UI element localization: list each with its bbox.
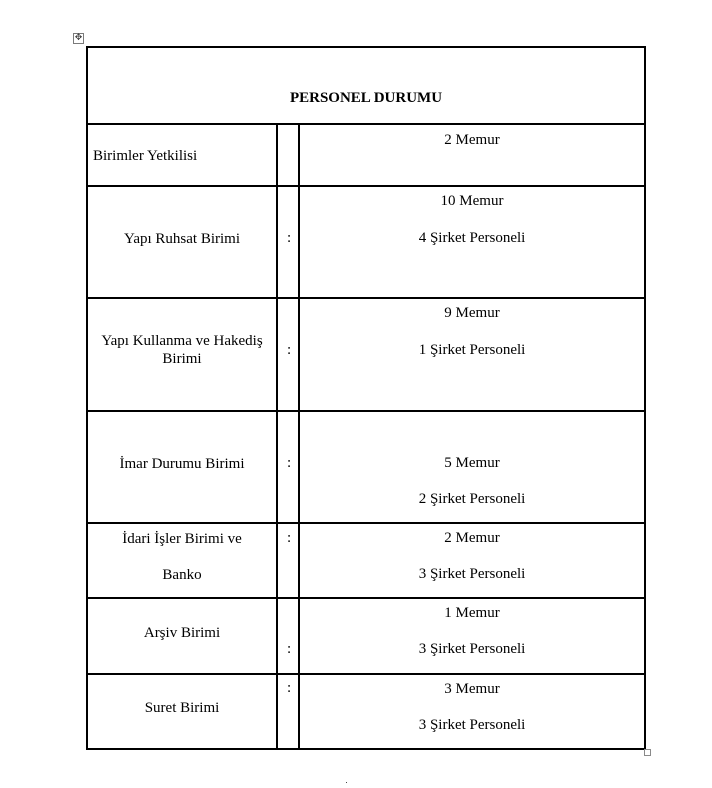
value-cell [299, 298, 645, 411]
unit-cell [87, 523, 277, 598]
value-line: 3 Şirket Personeli [418, 641, 526, 657]
personnel-table [86, 46, 646, 750]
value-cell [299, 411, 645, 523]
colon-mark: : [287, 230, 292, 246]
value-line: 4 Şirket Personeli [418, 230, 526, 246]
value-line: 2 Memur [444, 132, 500, 148]
title-cell [87, 47, 645, 124]
colon-cell [277, 124, 299, 186]
value-line: 5 Memur [444, 455, 500, 471]
value-line: 3 Şirket Personeli [418, 566, 526, 582]
value-line: 2 Şirket Personeli [418, 491, 526, 507]
table-row [87, 523, 645, 598]
colon-mark: : [287, 641, 292, 657]
value-line: 1 Memur [444, 605, 500, 621]
unit-label-line-1: İdari İşler Birimi ve [122, 531, 242, 547]
colon-mark: : [287, 680, 292, 696]
colon-mark: : [287, 342, 292, 358]
colon-cell [277, 598, 299, 674]
unit-cell [87, 186, 277, 298]
value-line: 1 Şirket Personeli [418, 342, 526, 358]
value-line: 2 Memur [444, 530, 500, 546]
table-row [87, 674, 645, 749]
colon-mark: : [287, 455, 292, 471]
table-title: PERSONEL DURUMU [289, 90, 443, 106]
value-cell [299, 598, 645, 674]
unit-cell [87, 298, 277, 411]
colon-mark: : [287, 530, 292, 546]
value-cell [299, 124, 645, 186]
unit-cell [87, 124, 277, 186]
colon-cell [277, 523, 299, 598]
unit-label-line-2: Birimi [162, 351, 202, 367]
table-row [87, 411, 645, 523]
table-row [87, 298, 645, 411]
unit-cell [87, 411, 277, 523]
value-line: 3 Şirket Personeli [418, 717, 526, 733]
colon-cell [277, 186, 299, 298]
unit-label-line-1: Yapı Kullanma ve Hakediş [101, 333, 263, 349]
unit-label: Birimler Yetkilisi [93, 148, 198, 164]
unit-label: Arşiv Birimi [143, 625, 221, 641]
unit-label: İmar Durumu Birimi [119, 456, 245, 472]
unit-cell [87, 674, 277, 749]
value-cell [299, 674, 645, 749]
table-move-handle-icon[interactable]: ✥ [74, 33, 83, 43]
value-line: 3 Memur [444, 681, 500, 697]
unit-label: Yapı Ruhsat Birimi [124, 231, 240, 247]
value-cell [299, 186, 645, 298]
paragraph-mark-dot [346, 782, 347, 783]
unit-label: Suret Birimi [144, 700, 220, 716]
value-cell [299, 523, 645, 598]
value-line: 9 Memur [444, 305, 500, 321]
unit-label-line-2: Banko [162, 567, 202, 583]
colon-cell [277, 411, 299, 523]
value-line: 10 Memur [440, 193, 504, 209]
table-row [87, 598, 645, 674]
table-row [87, 186, 645, 298]
table-row [87, 124, 645, 186]
table-resize-handle[interactable] [644, 749, 651, 756]
unit-cell [87, 598, 277, 674]
colon-cell [277, 298, 299, 411]
colon-cell [277, 674, 299, 749]
table-title-row [87, 47, 645, 124]
